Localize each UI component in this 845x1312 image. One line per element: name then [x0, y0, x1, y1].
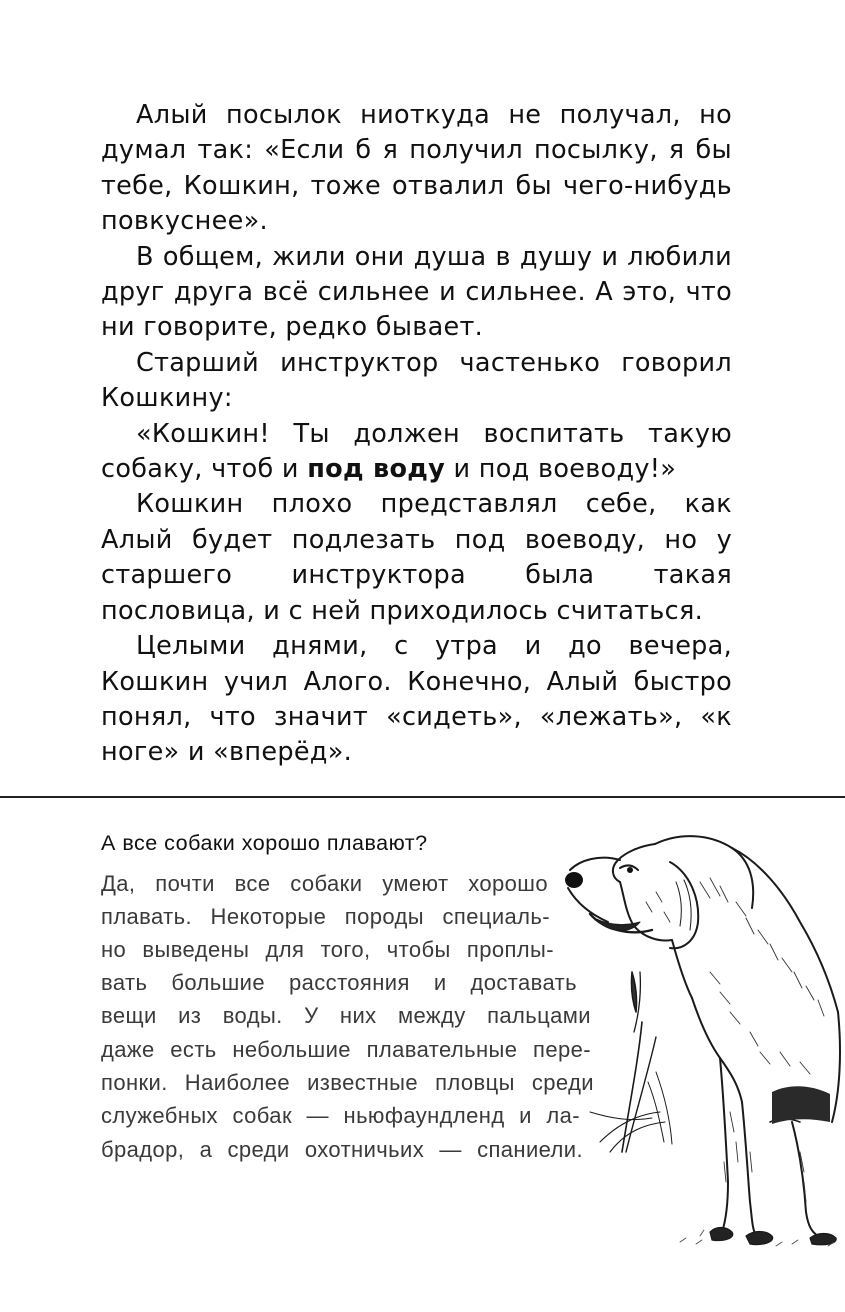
sidebar-line-1: Да, почти все собаки умеют хорошо: [101, 871, 548, 896]
sidebar-question-title: А все собаки хорошо плавают?: [101, 831, 428, 855]
bold-phrase: под воду: [307, 454, 446, 485]
paragraph-2: В общем, жили они душа в душу и любили друг друга всё сильнее и сильнее. А это, что ни говорите, редко бывает.: [101, 241, 732, 343]
sidebar-line-5: вещи из воды. У них между пальцами: [101, 1003, 591, 1028]
sidebar-line-2: плавать. Некоторые породы специаль-: [101, 904, 550, 929]
sidebar-line-3: но выведены для того, чтобы проплы-: [101, 937, 554, 962]
paragraph-6: Целыми днями, с утра и до вечера, Кошкин учил Алого. Конечно, Алый быстро понял, что значит «сидеть», «лежать», «к ноге» и «вперёд».: [101, 631, 732, 768]
sidebar-line-6: даже есть небольшие плавательные пере-: [101, 1037, 591, 1062]
sidebar-line-4: вать большие расстояния и доставать: [101, 970, 577, 995]
paragraph-5: Кошкин плохо представлял себе, как Алый будет подлезать под воеводу, но у старшего инструктора была такая пословица, и с ней приходилось считаться.: [101, 489, 732, 626]
sidebar-line-7: понки. Наиболее известные пловцы среди: [101, 1070, 594, 1095]
story-text: [101, 98, 732, 771]
paragraph-3: Старший инструктор частенько говорил Кошкину:: [101, 347, 732, 414]
paragraph-4-start: «Кошкин! Ты должен воспитать такую собаку, чтоб и: [101, 418, 732, 485]
dog-illustration: [560, 822, 845, 1252]
section-divider: [0, 796, 845, 798]
paragraph-4-end: и под воеводу!»: [445, 454, 677, 485]
paragraph-4: [101, 417, 732, 488]
sidebar-line-9: брадор, а среди охотничьих — спаниели.: [101, 1137, 583, 1162]
paragraph-1: Алый посылок ниоткуда не получал, но думал так: «Если б я получил посылку, я бы тебе, Кошкин, тоже отвалил бы чего-нибудь повкуснее».: [101, 100, 732, 237]
sidebar-line-8: служебных собак — ньюфаундленд и ла-: [101, 1103, 580, 1128]
